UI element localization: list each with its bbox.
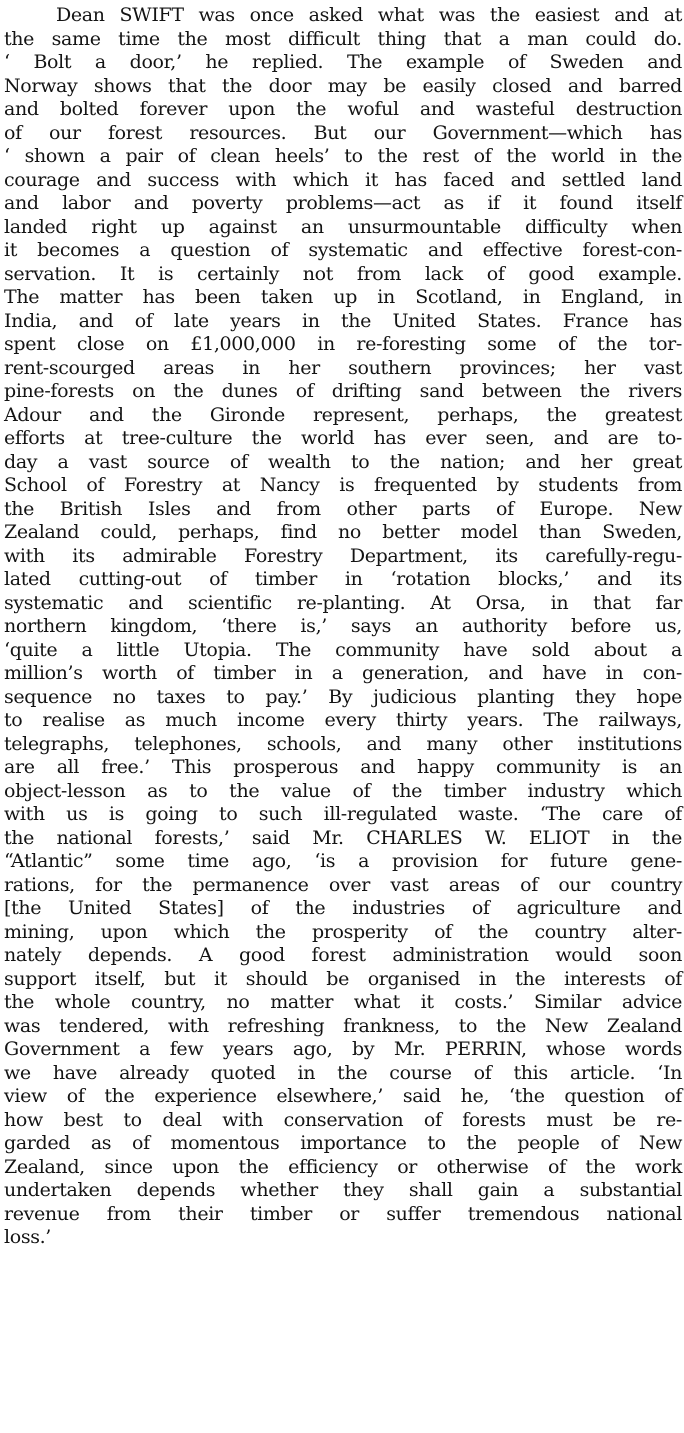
text-line: systematic and scientific re-planting. At Orsa, in that far xyxy=(4,591,682,614)
text-line: Dean SWIFT was once asked what was the easiest and at xyxy=(56,4,682,26)
text-line: Zealand could, perhaps, find no better model than Sweden, xyxy=(4,521,682,543)
text-line: pine-forests on the dunes of drifting sand between the rivers xyxy=(4,380,682,402)
text-line: it becomes a question of systematic and effective forest-con- xyxy=(4,239,682,261)
text-line: northern kingdom, ‘there is,’ says an authority before us, xyxy=(4,615,682,637)
text-line: ‘ shown a pair of clean heels’ to the rest of the world in the xyxy=(4,145,682,167)
text-line: Government a few years ago, by Mr. PERRIN, whose words xyxy=(4,1038,682,1060)
article-paragraph xyxy=(4,4,682,1250)
text-line: telegraphs, telephones, schools, and many other institutions xyxy=(4,732,682,755)
text-line: sequence no taxes to pay.’ By judicious planting they hope xyxy=(4,685,682,708)
text-line: million’s worth of timber in a generation, and have in con- xyxy=(4,662,682,684)
text-line: revenue from their timber or suffer tremendous national xyxy=(4,1202,682,1225)
text-line: ‘quite a little Utopia. The community have sold about a xyxy=(4,638,682,661)
text-line: with its admirable Forestry Department, its carefully-regu- xyxy=(4,544,682,567)
text-line: mining, upon which the prosperity of the country alter- xyxy=(4,920,682,943)
text-line: undertaken depends whether they shall gain a substantial xyxy=(4,1179,682,1201)
text-line: The matter has been taken up in Scotland, in England, in xyxy=(4,286,682,308)
text-line: to realise as much income every thirty years. The railways, xyxy=(4,709,682,731)
text-line: School of Forestry at Nancy is frequented by students from xyxy=(4,474,682,496)
text-line: efforts at tree-culture the world has ever seen, and are to- xyxy=(4,427,682,449)
text-line: we have already quoted in the course of this article. ‘In xyxy=(4,1061,682,1084)
text-line: the same time the most difficult thing that a man could do. xyxy=(4,27,682,50)
text-line: rent-scourged areas in her southern provinces; her vast xyxy=(4,356,682,379)
text-line: Norway shows that the door may be easily closed and barred xyxy=(4,74,682,97)
text-line: support itself, but it should be organised in the interests of xyxy=(4,967,682,990)
text-line: ‘ Bolt a door,’ he replied. The example of Sweden and xyxy=(4,51,682,73)
text-line: lated cutting-out of timber in ‘rotation blocks,’ and its xyxy=(4,568,682,590)
text-line: the whole country, no matter what it costs.’ Similar advice xyxy=(4,991,682,1013)
text-line: rations, for the permanence over vast areas of our country xyxy=(4,873,682,896)
text-line: are all free.’ This prosperous and happy community is an xyxy=(4,756,682,778)
text-line: Adour and the Gironde represent, perhaps, the greatest xyxy=(4,403,682,426)
text-line: day a vast source of wealth to the nation; and her great xyxy=(4,450,682,473)
text-line: and labor and poverty problems—act as if it found itself xyxy=(4,192,682,214)
text-line: with us is going to such ill-regulated waste. ‘The care of xyxy=(4,803,682,825)
text-line: spent close on £1,000,000 in re-foresting some of the tor- xyxy=(4,333,682,355)
text-line: object-lesson as to the value of the timber industry which xyxy=(4,779,682,802)
text-line: of our forest resources. But our Government—which has xyxy=(4,121,682,144)
text-line: “Atlantic” some time ago, ‘is a provision for future gene- xyxy=(4,850,682,872)
text-line: loss.’ xyxy=(4,1226,51,1248)
text-line: courage and success with which it has faced and settled land xyxy=(4,168,682,191)
text-line: view of the experience elsewhere,’ said he, ‘the question of xyxy=(4,1085,682,1107)
text-line: [the United States] of the industries of agriculture and xyxy=(4,897,682,919)
text-line: garded as of momentous importance to the people of New xyxy=(4,1132,682,1154)
text-line: landed right up against an unsurmountable difficulty when xyxy=(4,215,682,238)
text-line: how best to deal with conservation of forests must be re- xyxy=(4,1108,682,1131)
text-line: servation. It is certainly not from lack of good example. xyxy=(4,262,682,285)
text-line: and bolted forever upon the woful and wasteful destruction xyxy=(4,98,682,120)
text-line: India, and of late years in the United States. France has xyxy=(4,309,682,332)
text-line: the British Isles and from other parts of Europe. New xyxy=(4,497,682,520)
text-line: nately depends. A good forest administration would soon xyxy=(4,944,682,966)
text-line: was tendered, with refreshing frankness, to the New Zealand xyxy=(4,1014,682,1037)
article-column xyxy=(4,4,682,1250)
text-line: Zealand, since upon the efficiency or otherwise of the work xyxy=(4,1155,682,1178)
text-line: the national forests,’ said Mr. CHARLES W. ELIOT in the xyxy=(4,826,682,849)
